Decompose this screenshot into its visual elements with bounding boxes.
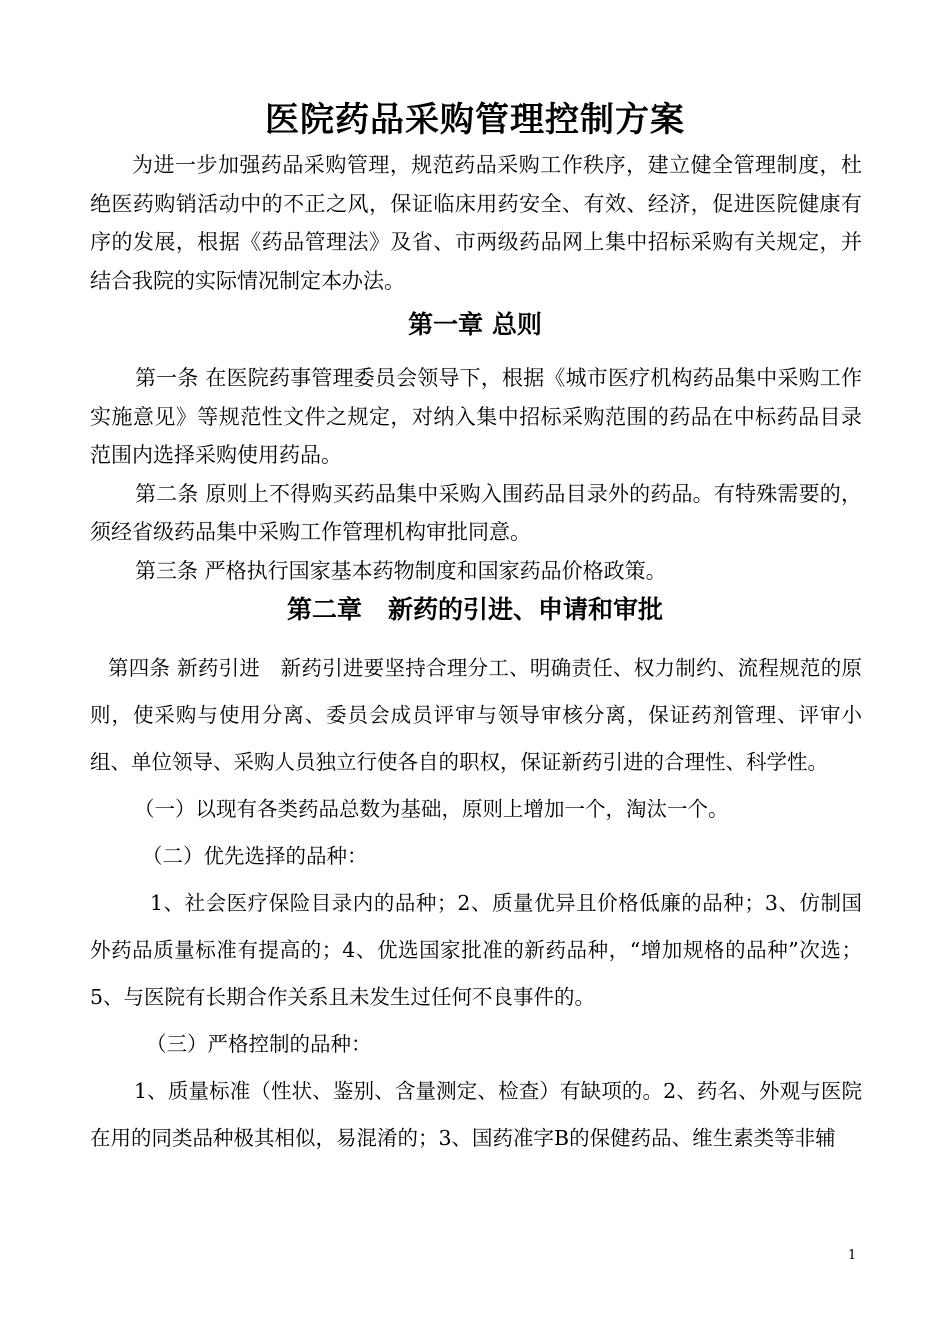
item-3-body: 1、质量标准（性状、鉴别、含量测定、检查）有缺项的。2、药名、外观与医院在用的同类品种极其相似，易混淆的；3、国药准字B的保健药品、维生素类等非辅 [90,1079,862,1150]
item-1: （一）以现有各类药品总数为基础，原则上增加一个，淘汰一个。 [134,797,729,821]
article-2: 第二条 原则上不得购买药品集中采购入围药品目录外的药品。有特殊需要的，须经省级药品集中采购工作管理机构审批同意。 [90,481,862,544]
article-1: 第一条 在医院药事管理委员会领导下，根据《城市医疗机构药品集中采购工作实施意见》等规范性文件之规定，对纳入集中招标采购范围的药品在中标药品目录范围内选择采购使用药品。 [90,366,862,467]
chapter-2-body [90,645,876,1162]
intro-paragraph: 为进一步加强药品采购管理，规范药品采购工作秩序，建立健全管理制度，杜绝医药购销活动中的不正之风，保证临床用药安全、有效、经济，促进医院健康有序的发展，根据《药品管理法》及省、市两级药品网上集中招标采购有关规定，并结合我院的实际情况制定本办法。 [90,153,862,293]
document-title: 医院药品采购管理控制方案 [265,100,685,140]
chapter-1-body [90,359,862,590]
item-2-heading: （二）优先选择的品种： [142,844,368,868]
item-3-heading: （三）严格控制的品种： [146,1032,372,1056]
page-number: 1 [848,1248,857,1263]
item-2-body: 1、社会医疗保险目录内的品种；2、质量优异且价格低廉的品种；3、仿制国外药品质量标准有提高的；4、优选国家批准的新药品种，“增加规格的品种”次选； 5、与医院有长期合作关系且未发生过任何不良事件的。 [90,891,876,1009]
chapter-1-heading: 第一章 总则 [408,310,542,339]
chapter-2-heading: 第二章 新药的引进、申请和审批 [286,595,664,624]
article-4: 第四条 新药引进 新药引进要坚持合理分工、明确责任、权力制约、流程规范的原则，使采购与使用分离、委员会成员评审与领导审核分离，保证药剂管理、评审小组、单位领导、采购人员独立行使各自的职权，保证新药引进的合理性、科学性。 [90,656,862,774]
article-3: 第三条 严格执行国家基本药物制度和国家药品价格政策。 [135,558,667,583]
